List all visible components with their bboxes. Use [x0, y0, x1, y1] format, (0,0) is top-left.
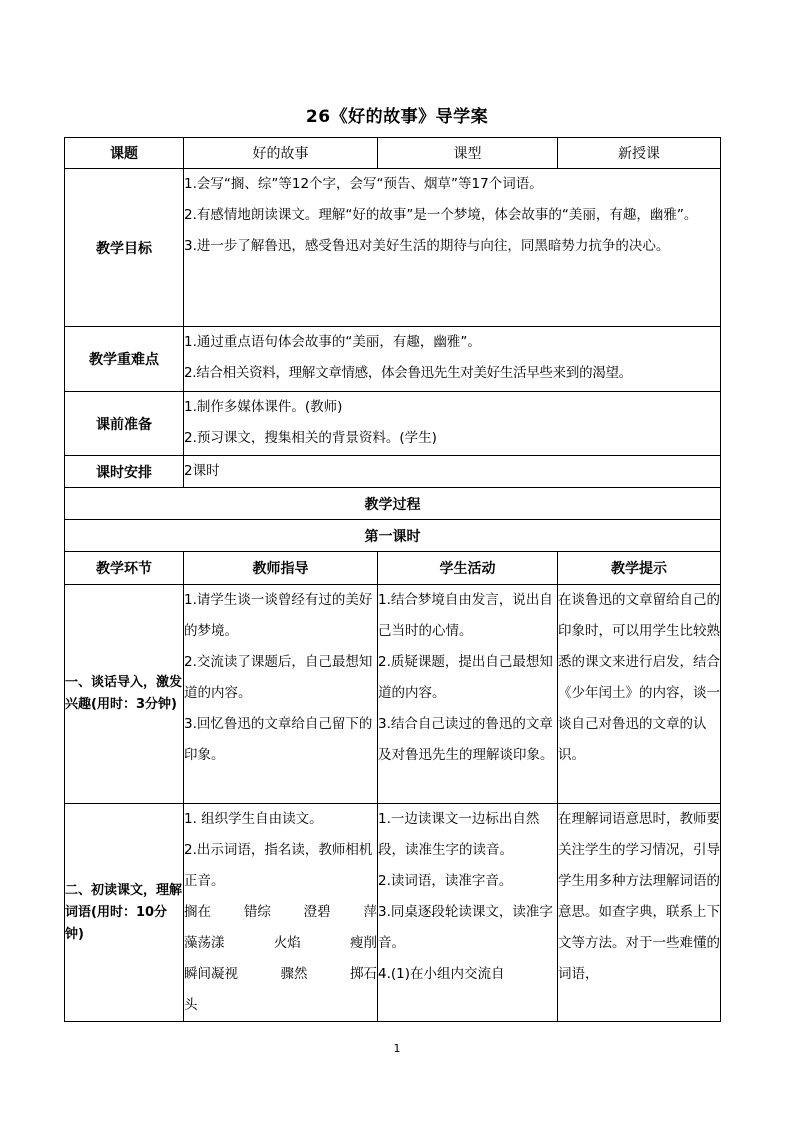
- vocab-word: 瘦削: [350, 935, 377, 951]
- schedule-value: 2课时: [184, 456, 721, 488]
- period-title: 第一课时: [65, 520, 721, 552]
- objectives-row: [65, 169, 721, 327]
- header-row: [65, 138, 721, 169]
- section-row: [65, 585, 721, 804]
- vocab-word: 骤然: [280, 966, 308, 982]
- vocab-row: [184, 990, 377, 1021]
- column-header: 教师指导: [184, 552, 378, 585]
- preparation-content: [184, 392, 721, 456]
- student-item: 3.结合自己读过的鲁迅的文章及对鲁迅先生的理解谈印象。: [378, 716, 554, 763]
- vocab-word: 错综: [243, 904, 271, 920]
- objectives-label: 教学目标: [65, 169, 184, 327]
- key-point-item: 1.通过重点语句体会故事的“美丽，有趣，幽雅”。: [184, 334, 481, 350]
- period-title-row: [65, 520, 721, 552]
- student-item: 2.读词语，读准字音。: [378, 873, 513, 889]
- process-title: 教学过程: [65, 488, 721, 520]
- objective-item: 3.进一步了解鲁迅，感受鲁迅对美好生活的期待与向往，同黑暗势力抗争的决心。: [184, 238, 670, 254]
- type-label: 课型: [378, 138, 558, 169]
- objective-item: 1.会写“搁、综”等12个字，会写“预告、烟草”等17个词语。: [184, 176, 543, 192]
- lesson-plan-table: [64, 137, 721, 1022]
- preparation-item: 2.预习课文，搜集相关的背景资料。(学生): [184, 430, 437, 446]
- vocab-word: 头: [184, 997, 198, 1013]
- preparation-item: 1.制作多媒体课件。(教师): [184, 399, 343, 415]
- teacher-item: 2.出示词语，指名读，教师相机正音。: [184, 842, 373, 889]
- key-point-item: 2.结合相关资料，理解文章情感，体会鲁迅先生对美好生活早些来到的渴望。: [184, 365, 632, 381]
- student-item: 2.质疑课题，提出自己最想知道的内容。: [378, 654, 553, 701]
- vocab-word: 瞬间凝视: [184, 966, 238, 982]
- preparation-label: 课前准备: [65, 392, 184, 456]
- column-header: 教学环节: [65, 552, 184, 585]
- student-item: 1.结合梦境自由发言，说出自己当时的心情。: [378, 592, 553, 639]
- teacher-guidance: [184, 585, 378, 804]
- vocab-row: [184, 928, 377, 959]
- teacher-item: 1.请学生谈一谈曾经有过的美好的梦境。: [184, 592, 373, 639]
- column-header: 学生活动: [378, 552, 558, 585]
- section-name: 二、初读课文，理解词语(用时：10分钟): [65, 804, 184, 1022]
- key-points-row: [65, 327, 721, 392]
- schedule-label: 课时安排: [65, 456, 184, 488]
- process-title-row: [65, 488, 721, 520]
- vocab-word: 搁在: [184, 904, 211, 920]
- student-item: 4.(1)在小组内交流自: [378, 966, 505, 982]
- teacher-item: 2.交流读了课题后，自己最想知道的内容。: [184, 654, 373, 701]
- teaching-tip: 在理解词语意思时，教师要关注学生的学习情况，引导学生用多种方法理解词语的意思。如查字典，联系上下文等方法。对于一些难懂的词语，: [558, 804, 721, 1022]
- lesson-label: 课题: [65, 138, 184, 169]
- column-header: 教学提示: [558, 552, 721, 585]
- student-activity: [378, 804, 558, 1022]
- vocab-word: 萍: [363, 904, 377, 920]
- key-points-label: 教学重难点: [65, 327, 184, 392]
- teacher-item: 3.回忆鲁迅的文章给自己留下的印象。: [184, 716, 373, 763]
- teaching-tip: 在谈鲁迅的文章留给自己的印象时，可以用学生比较熟悉的课文来进行启发，结合《少年闰土》的内容，谈一谈自己对鲁迅的文章的认识。: [558, 585, 721, 804]
- document-title: 26《好的故事》导学案: [305, 107, 489, 127]
- student-item: 3.同桌逐段轮读课文，读准字音。: [378, 904, 553, 951]
- vocab-word: 澄碧: [303, 904, 331, 920]
- student-item: 1.一边读课文一边标出自然段，读准生字的读音。: [378, 811, 540, 858]
- teacher-item: 1. 组织学生自由读文。: [184, 811, 323, 827]
- vocab-word: 掷石: [350, 966, 377, 982]
- section-name: 一、谈话导入，激发兴趣(用时：3分钟): [65, 585, 184, 804]
- column-header-row: [65, 552, 721, 585]
- lesson-value: 好的故事: [184, 138, 378, 169]
- vocab-word: 火焰: [273, 935, 301, 951]
- student-activity: [378, 585, 558, 804]
- vocab-row: [184, 959, 377, 990]
- schedule-row: [65, 456, 721, 488]
- objectives-content: [184, 169, 721, 327]
- preparation-row: [65, 392, 721, 456]
- objective-item: 2.有感情地朗读课文。理解“好的故事”是一个梦境，体会故事的“美丽，有趣，幽雅”。: [184, 207, 698, 223]
- vocab-word: 藻荡漾: [184, 935, 225, 951]
- vocab-row: [184, 897, 377, 928]
- page-number: 1: [393, 1042, 401, 1055]
- key-points-content: [184, 327, 721, 392]
- type-value: 新授课: [558, 138, 721, 169]
- section-row: [65, 804, 721, 1022]
- teacher-guidance: [184, 804, 378, 1022]
